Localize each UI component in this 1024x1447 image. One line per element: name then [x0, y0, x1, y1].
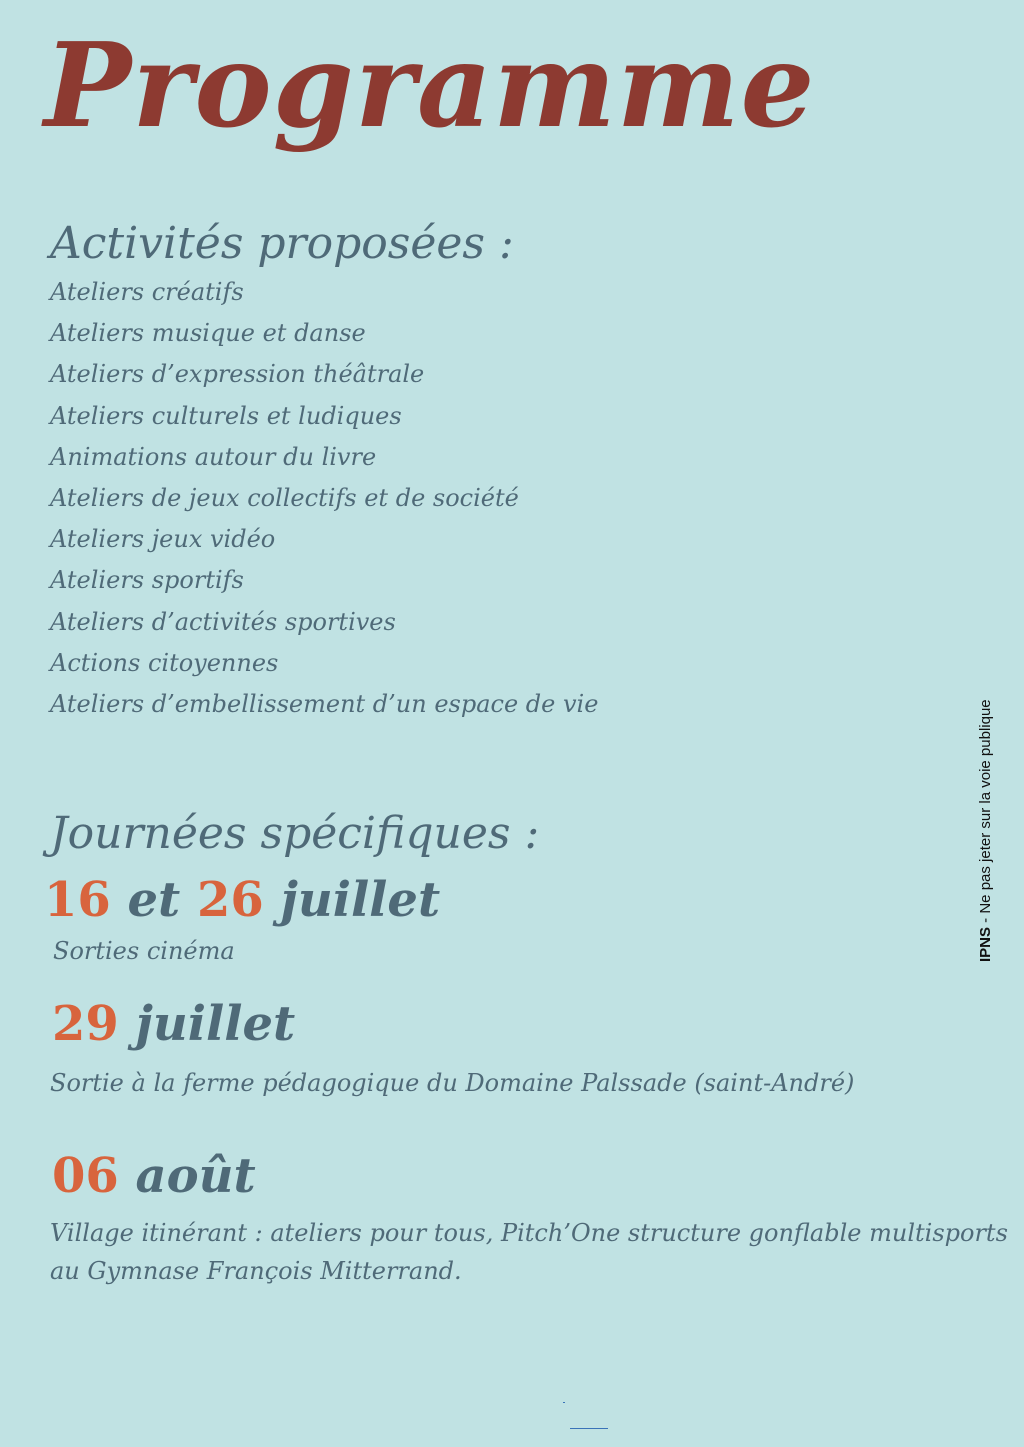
activity-item: Ateliers d’embellissement d’un espace de vie: [50, 689, 599, 718]
day-number: 29: [52, 996, 119, 1052]
activity-item: Actions citoyennes: [50, 648, 279, 677]
day-title-cinema: [44, 872, 441, 928]
activity-item: Ateliers de jeux collectifs et de société: [50, 483, 519, 512]
activity-item: Ateliers musique et danse: [50, 319, 366, 348]
activity-item: Animations autour du livre: [50, 442, 377, 471]
specific-days-heading: Journées spécifiques :: [50, 808, 540, 859]
ipns-notice: [977, 699, 995, 962]
footer-dot: [563, 1402, 565, 1403]
day-month: août: [118, 1148, 256, 1204]
activity-item: Ateliers d’expression théâtrale: [50, 360, 425, 389]
day-title-farm: [52, 996, 296, 1052]
day-description-farm: Sortie à la ferme pédagogique du Domaine Palssade (saint-André): [50, 1069, 855, 1097]
day-joiner: et: [110, 872, 197, 928]
day-description-line: Village itinérant : ateliers pour tous, Pitch’One structure gonflable multisports: [50, 1219, 1008, 1247]
day-month: juillet: [118, 996, 296, 1052]
ipns-text: - Ne pas jeter sur la voie publique: [977, 699, 994, 927]
day-number: 16: [44, 872, 111, 928]
footer-rule: [570, 1428, 608, 1429]
day-description-line: au Gymnase François Mitterrand.: [50, 1257, 462, 1285]
day-month: juillet: [263, 872, 441, 928]
activity-item: Ateliers jeux vidéo: [50, 525, 276, 554]
activity-item: Ateliers d’activités sportives: [50, 607, 396, 636]
day-number: 26: [196, 872, 264, 928]
ipns-label: IPNS: [977, 926, 994, 962]
page-title: Programme: [44, 18, 816, 154]
day-description-village: [50, 1214, 1008, 1290]
day-title-village: [52, 1148, 256, 1204]
day-description-cinema: Sorties cinéma: [53, 937, 235, 965]
activities-heading: Activités proposées :: [50, 218, 514, 269]
day-number: 06: [52, 1148, 119, 1204]
activity-item: Ateliers sportifs: [50, 566, 244, 595]
activity-list: [50, 272, 598, 725]
activity-item: Ateliers créatifs: [50, 278, 244, 306]
activity-item: Ateliers culturels et ludiques: [50, 401, 402, 430]
